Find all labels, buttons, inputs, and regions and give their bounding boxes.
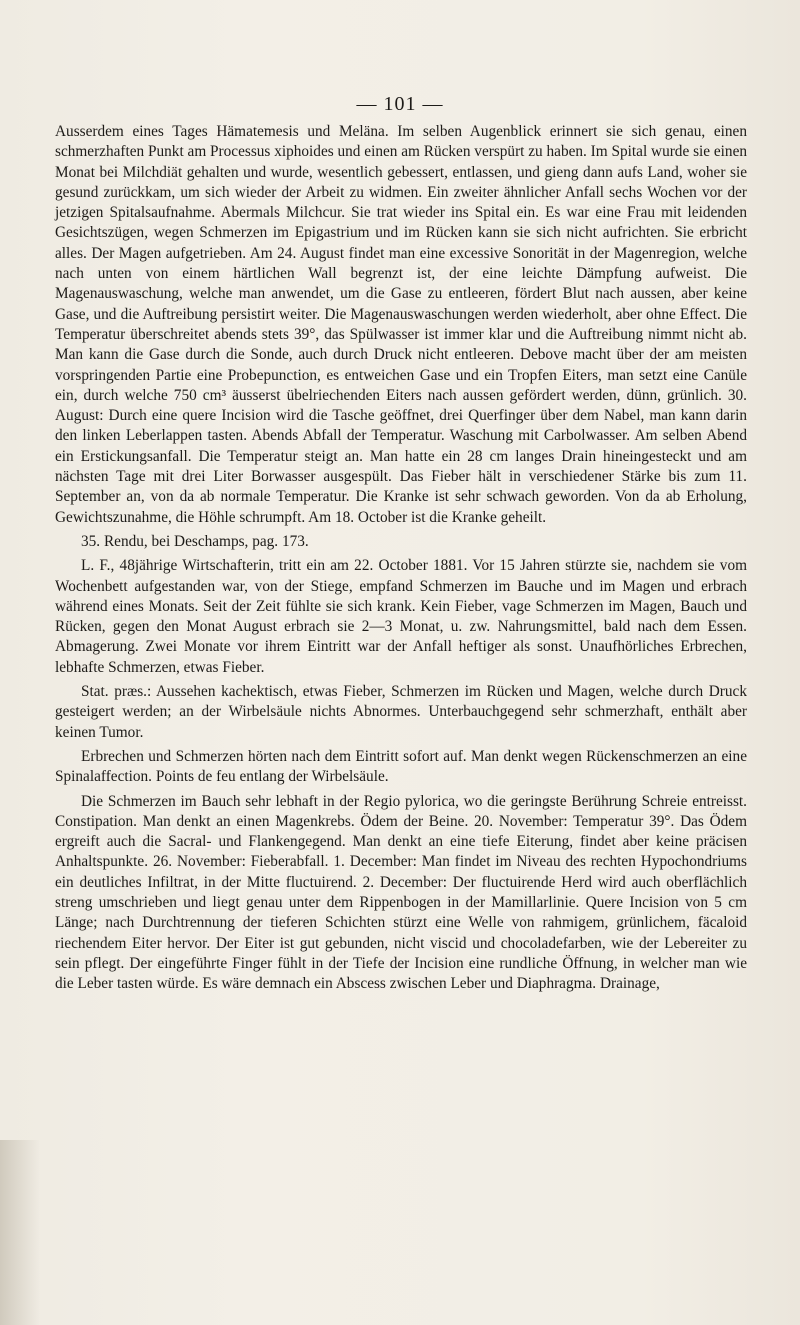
paragraph-status-praesens: Stat. præs.: Aussehen kachektisch, etwas Fieber, Schmerzen im Rücken und Magen, welche durch Druck gesteigert werden; an der Wirbelsäule nichts Abnormes. Unterbauchgegend sehr schmerzhaft, enthält aber keinen Tumor. <box>55 683 747 741</box>
page-edge-shadow <box>0 1140 40 1325</box>
paragraph-case-35-heading: 35. Rendu, bei Deschamps, pag. 173. <box>81 532 309 550</box>
paragraph-abscess-findings: Die Schmerzen im Bauch sehr lebhaft in der Regio pylorica, wo die geringste Berührung Schreie entreisst. Constipation. Man denkt an einen Magenkrebs. Ödem der Beine. 20. November: Temperatur 39°. Das Ödem ergreift auch die Sacral- und Flankengegend. Man denkt an eine tiefe Eiterung, findet aber keine präcisen Anhaltspunkte. 26. November: Fieberabfall. 1. December: Man findet im Niveau des rechten Hypochondriums ein deutliches Infiltrat, in der Mitte fluctuirend. 2. December: Der fluctuirende Herd wird auch oberflächlich streng umschrieben und liegt genau unter dem Rippenbogen in der Mamillarlinie. Quere Incision von 5 cm Länge; nach Durchtrennung der tieferen Schichten stürzt eine Welle von rahmigem, grünlichem, fäcaloid riechendem Eiter hervor. Der Eiter ist gut gebunden, nicht viscid und chocoladefarben, wie der Lebereiter zu sein pflegt. Der eingeführte Finger fühlt in der Tiefe der Incision eine rundliche Öffnung, in welcher man wie die Leber tasten würde. Es wäre demnach ein Abscess zwischen Leber und Diaphragma. Drainage, <box>55 792 747 993</box>
page-body-text <box>55 122 747 994</box>
paragraph-case-continuation: Ausserdem eines Tages Hämatemesis und Meläna. Im selben Augenblick erinnert sie sich genau, einen schmerzhaften Punkt am Processus xiphoides und einen am Rücken verspürt zu haben. Im Spital wurde sie einen Monat bei Milchdiät gehalten und wurde, wesentlich gebessert, entlassen, und gieng dann aufs Land, woher sie gesund zurückkam, um sich wieder der Arbeit zu widmen. Ein zweiter ähnlicher Anfall sechs Wochen vor der jetzigen Spitalsaufnahme. Abermals Milchcur. Sie trat wieder ins Spital ein. Es war eine Frau mit leidenden Gesichtszügen, wegen Schmerzen im Epigastrium und im Rücken kann sie sich nicht aufrichten. Sie erbricht alles. Der Magen aufgetrieben. Am 24. August findet man eine excessive Sonorität in der Magenregion, welche nach unten von einem härtlichen Wall begrenzt ist, der eine leichte Dämpfung aufweist. Die Magenauswaschung, welche man anwendet, um die Gase zu entleeren, fördert Blut nach aussen, aber keine Gase, und die Auftreibung persistirt weiter. Die Magenauswaschungen werden wiederholt, aber ohne Effect. Die Temperatur überschreitet abends stets 39°, das Spülwasser ist immer klar und die Auftreibung nimmt nicht ab. Man kann die Gase durch die Sonde, auch durch Druck nicht entleeren. Debove macht über der am meisten vorspringenden Partie eine Probepunction, es entweichen Gase und ein Tropfen Eiters, man setzt eine Canüle ein, durch welche 750 cm³ äusserst übelriechenden Eiters nach aussen gefördert werden, dünn, grünlich. 30. August: Durch eine quere Incision wird die Tasche geöffnet, drei Querfinger über dem Nabel, man kann darin den linken Leberlappen tasten. Abends Abfall der Temperatur. Waschung mit Carbolwasser. Am selben Abend ein Erstickungsanfall. Die Temperatur steigt an. Man hatte ein 28 cm langes Drain hineingesteckt und am nächsten Tage mit drei Liter Borwasser ausgespült. Das Fieber hält in verschiedener Stärke bis zum 11. September an, von da ab normale Temperatur. Die Kranke ist sehr schwach geworden. Von da ab Erholung, Gewichtszunahme, die Höhle schrumpft. Am 18. October ist die Kranke geheilt. <box>55 123 748 526</box>
page-number: — 101 — <box>356 93 444 115</box>
paragraph-case-35-history: L. F., 48jährige Wirtschafterin, tritt ein am 22. October 1881. Vor 15 Jahren stürzte sie, nachdem sie vom Wochenbett aufgestanden war, von der Stiege, empfand Schmerzen im Bauche und im Magen und erbrach während eines Monats. Seit der Zeit fühlte sie sich krank. Kein Fieber, vage Schmerzen im Magen, Bauch und Rücken, gegen den Monat August erbrach sie 2—3 Monat, u. zw. Nahrungsmittel, bald nach dem Essen. Abmagerung. Zwei Monate vor ihrem Eintritt war der Anfall heftiger als sonst. Unaufhörliches Erbrechen, lebhafte Schmerzen, etwas Fieber. <box>55 557 747 676</box>
paragraph-course: Erbrechen und Schmerzen hörten nach dem Eintritt sofort auf. Man denkt wegen Rückenschmerzen an eine Spinalaffection. Points de feu entlang der Wirbelsäule. <box>55 747 747 786</box>
